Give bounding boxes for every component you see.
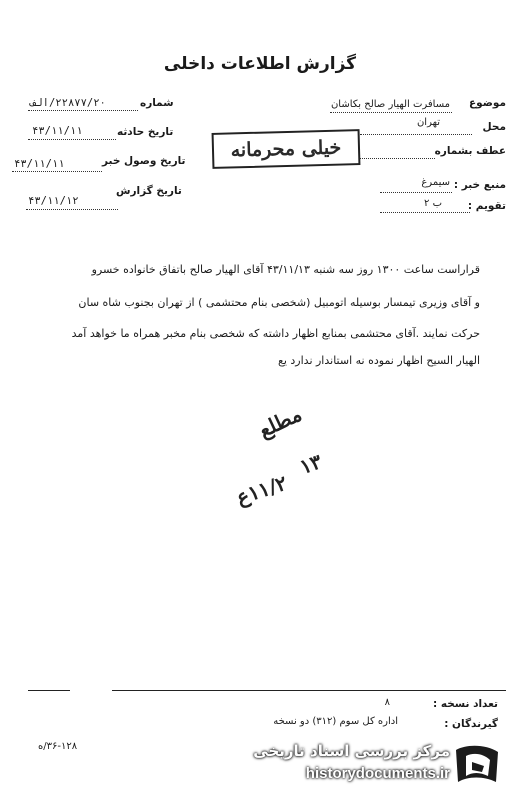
recipients-value: اداره کل سوم (۳۱۲) دو نسخه <box>273 716 398 727</box>
receipt-date-rule <box>12 171 102 172</box>
form-code: ۳۶-۱۲۸/ه <box>38 741 78 752</box>
event-date-label: تاریخ حادثه <box>117 126 174 138</box>
source-label: منبع خبر : <box>453 179 506 191</box>
copies-value: ۸ <box>384 697 390 708</box>
rating-value: ب ۲ <box>424 198 442 209</box>
location-rule <box>360 134 472 135</box>
subject-rule <box>330 112 452 113</box>
rating-rule <box>380 212 470 213</box>
number-label: شماره <box>140 97 174 109</box>
footer-rule-right <box>112 690 506 691</box>
watermark-name: مرکز بررسی اسناد تاریخی <box>253 742 450 760</box>
body-line-4: الهیار السیح اظهار نموده نه استاندار ندارد یع <box>277 354 480 367</box>
handwritten-note-line-2: ۱۳ <box>296 449 325 479</box>
subject-label: موضوع <box>469 97 506 109</box>
source-value: سیمرغ <box>421 177 450 188</box>
body-line-1: قراراست ساعت ۱۳۰۰ روز سه شنبه ۴۳/۱۱/۱۳ آقای الهیار صالح باتفاق خانواده خسرو <box>91 263 480 276</box>
receipt-date-value: ۴۳/۱۱/۱۱ <box>14 158 65 170</box>
confidential-stamp: خیلی محرمانه <box>212 129 361 169</box>
report-date-label: تاریخ گزارش <box>116 185 182 197</box>
rating-label: تقویم : <box>467 200 506 212</box>
handwritten-note-line-1: مطلع <box>255 401 306 443</box>
number-rule <box>28 110 138 111</box>
receipt-date-label: تاریخ وصول خبر <box>102 155 186 167</box>
reference-label: عطف بشماره <box>434 145 506 157</box>
recipients-label: گیرندگان : <box>444 718 498 730</box>
subject-value: مسافرت الهیار صالح بکاشان <box>330 99 450 110</box>
copies-label: تعداد نسخه : <box>433 698 498 710</box>
location-value: تهران <box>416 117 440 128</box>
report-date-value: ۴۳/۱۱/۱۲ <box>28 195 79 207</box>
report-date-rule <box>26 209 118 210</box>
event-date-value: ۴۳/۱۱/۱۱ <box>32 125 83 137</box>
body-line-3: حرکت نمایند .آقای محتشمی بمنابع اظهار داشته که شخصی بنام مخبر همراه ما خواهد آمد <box>71 327 480 340</box>
number-value: ۲۲۸۷۷/۲۰/الف <box>30 97 106 109</box>
document-title: گزارش اطلاعات داخلی <box>163 54 357 74</box>
location-label: محل <box>482 121 506 133</box>
source-rule <box>380 192 452 193</box>
reference-rule <box>360 158 435 159</box>
footer-rule-left <box>28 690 70 691</box>
event-date-rule <box>28 139 116 140</box>
handwritten-note-line-3: ۱۱/۲ع <box>233 470 290 510</box>
watermark-url: historydocuments.ir <box>305 765 450 782</box>
archive-logo-icon <box>452 742 502 788</box>
body-line-2: و آقای وزیری تیمسار بوسیله اتومبیل (شخصی بنام محتشمی ) از تهران بجنوب شاه سان <box>78 296 480 309</box>
